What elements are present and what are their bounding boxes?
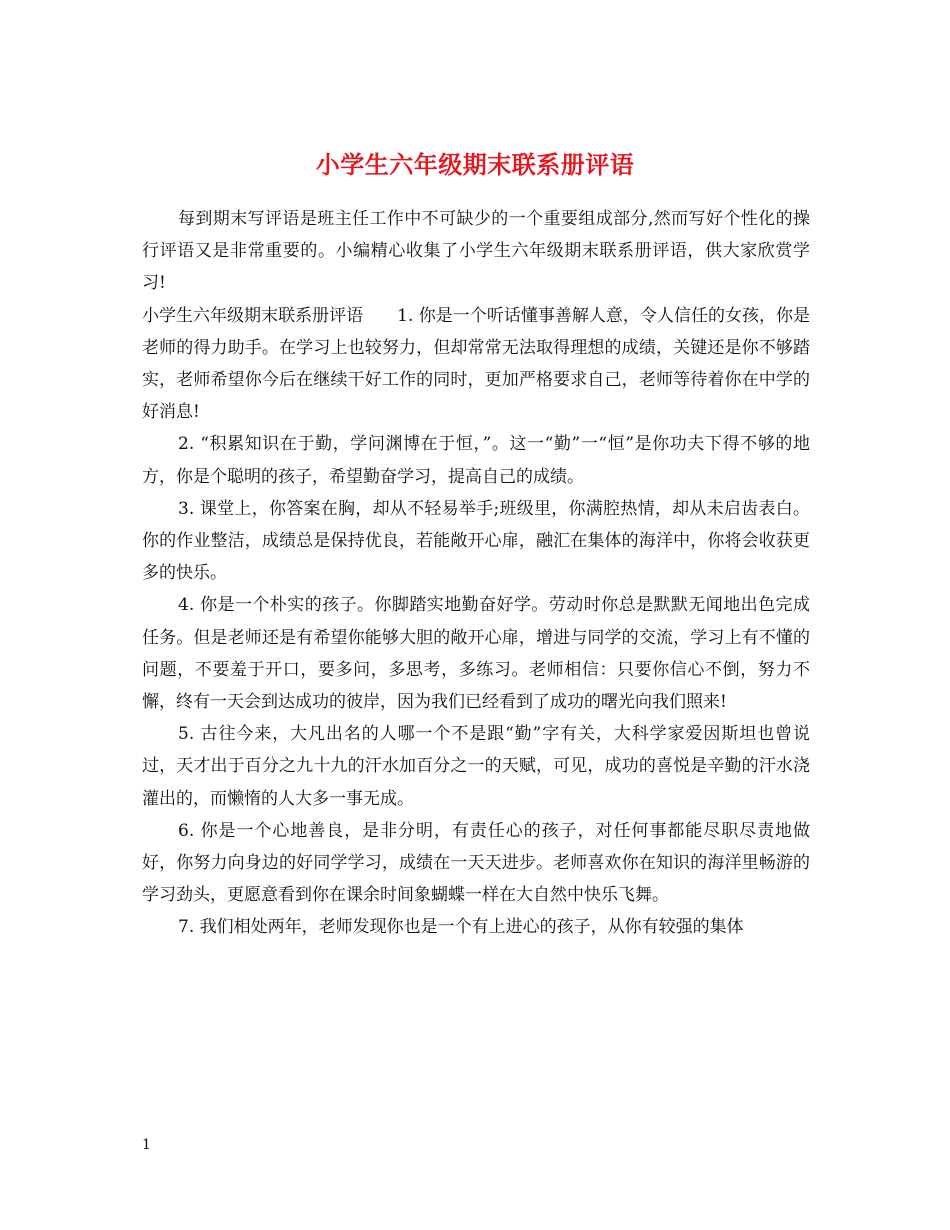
paragraph-comment-1: 小学生六年级期末联系册评语 1. 你是一个听话懂事善解人意，令人信任的女孩，你是老师的得力助手。在学习上也较努力，但却常常无法取得理想的成绩，关键还是你不够踏实，老师希望你今后在继续干好工作的同时，更加严格要求自己，老师等待着你在中学的好消息!: [142, 305, 810, 423]
paragraph-comment-5: 5. 古往今来，大凡出名的人哪一个不是跟“勤”字有关，大科学家爱因斯坦也曾说过，天才出于百分之九十九的汗水加百分之一的天赋，可见，成功的喜悦是辛勤的汗水浇灌出的，而懒惰的人大多一事无成。: [142, 724, 810, 809]
page-number: 1: [142, 1137, 151, 1153]
paragraph-comment-3: 3. 课堂上，你答案在胸，却从不轻易举手;班级里，你满腔热情，却从未启齿表白。你的作业整洁，成绩总是保持优良，若能敞开心扉，融汇在集体的海洋中，你将会收获更多的快乐。: [142, 498, 810, 584]
document-body: [142, 203, 810, 944]
paragraph-comment-2: 2. “积累知识在于勤，学问渊博在于恒，”。这一“勤”一“恒”是你功夫下得不够的地方，你是个聪明的孩子，希望勤奋学习，提高自己的成绩。: [142, 434, 810, 487]
document-title: 小学生六年级期末联系册评语: [315, 150, 635, 180]
paragraph-intro: 每到期末写评语是班主任工作中不可缺少的一个重要组成部分,然而写好个性化的操行评语又是非常重要的。小编精心收集了小学生六年级期末联系册评语，供大家欣赏学习!: [142, 209, 810, 294]
paragraph-comment-6: 6. 你是一个心地善良，是非分明，有责任心的孩子，对任何事都能尽职尽责地做好，你努力向身边的好同学学习，成绩在一天天进步。老师喜欢你在知识的海洋里畅游的学习劲头，更愿意看到你在课余时间象蝴蝶一样在大自然中快乐飞舞。: [142, 820, 810, 906]
paragraph-comment-7: 7. 我们相处两年，老师发现你也是一个有上进心的孩子，从你有较强的集体: [178, 917, 744, 938]
paragraph-comment-4: 4. 你是一个朴实的孩子。你脚踏实地勤奋好学。劳动时你总是默默无闻地出色完成任务。但是老师还是有希望你能够大胆的敞开心扉，增进与同学的交流，学习上有不懂的问题，不要羞于开口，要多问，多思考，多练习。老师相信：只要你信心不倒，努力不懈，终有一天会到达成功的彼岸，因为我们已经看到了成功的曙光向我们照来!: [142, 595, 810, 713]
